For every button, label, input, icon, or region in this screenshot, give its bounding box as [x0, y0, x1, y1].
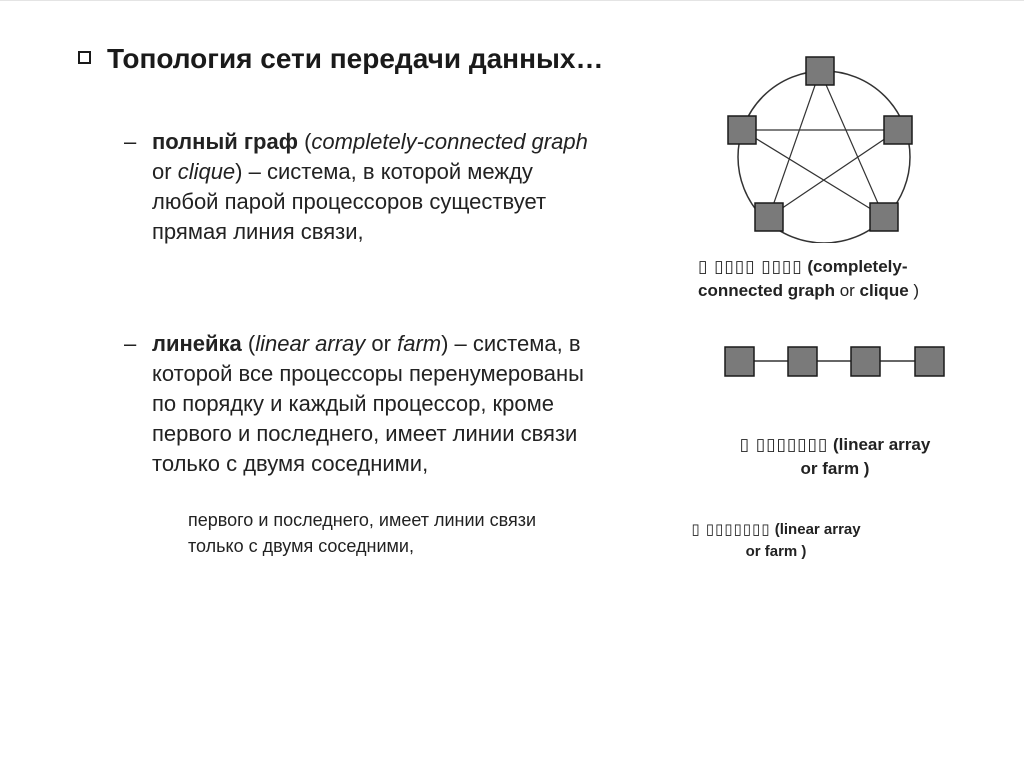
- edge: [769, 71, 820, 217]
- graph-edges: [742, 71, 898, 217]
- missing-glyph-boxes: ▯ ▯▯▯▯▯▯▯: [739, 435, 829, 454]
- line-text: ) – система, в: [441, 331, 581, 356]
- line-text: ) – система, в которой между: [235, 159, 533, 184]
- term-complete-graph: полный граф: [152, 129, 298, 154]
- node: [788, 347, 817, 376]
- caption-text: ): [908, 281, 920, 300]
- missing-glyph-boxes: ▯ ▯▯▯▯▯▯▯: [691, 521, 771, 538]
- caption-text: or farm ): [800, 459, 870, 478]
- edge: [820, 71, 884, 217]
- caption-linear-array-ghost: [676, 519, 876, 563]
- caption-text: connected graph: [698, 281, 835, 300]
- or-word: or: [365, 331, 398, 356]
- ghost-text: [188, 507, 648, 559]
- line-text: только с двумя соседними,: [152, 451, 429, 476]
- node: [915, 347, 944, 376]
- line-text: любой парой процессоров существует: [152, 189, 547, 214]
- node: [725, 347, 754, 376]
- title-text: Топология сети передачи данных…: [107, 43, 604, 74]
- node: [806, 57, 834, 85]
- node: [884, 116, 912, 144]
- caption-complete-graph: [698, 255, 919, 303]
- line-text: первого и последнего, имеет линии связи: [152, 421, 578, 446]
- english-term-2: farm: [397, 331, 442, 356]
- dash-bullet: –: [124, 331, 137, 356]
- english-term: completely-connected graph: [311, 129, 588, 154]
- square-bullet-icon: [78, 51, 91, 64]
- node: [728, 116, 756, 144]
- term-linear: линейка: [152, 331, 242, 356]
- line-text: по порядку и каждый процессор, кроме: [152, 391, 555, 416]
- paren-open: (: [241, 331, 256, 356]
- caption-text: (completely-: [802, 257, 908, 276]
- paren-open: (: [297, 129, 312, 154]
- caption-text: clique: [859, 281, 909, 300]
- caption-text: or farm ): [745, 543, 807, 560]
- english-term-2: clique: [177, 159, 236, 184]
- ghost-line: первого и последнего, имеет линии связи: [188, 510, 537, 530]
- caption-linear-array: [720, 433, 950, 481]
- caption-text: or: [834, 281, 860, 300]
- ghost-line: только с двумя соседними,: [188, 536, 414, 556]
- complete-graph-diagram: [718, 53, 938, 243]
- caption-text: (linear array: [770, 521, 861, 538]
- dash-bullet: –: [124, 129, 137, 154]
- line-text: которой все процессоры перенумерованы: [152, 361, 584, 386]
- node: [755, 203, 783, 231]
- missing-glyph-boxes: ▯ ▯▯▯▯ ▯▯▯▯: [698, 257, 803, 276]
- node: [870, 203, 898, 231]
- slide-title: [78, 43, 603, 75]
- line-text: прямая линия связи,: [152, 219, 364, 244]
- english-term: linear array: [255, 331, 366, 356]
- or-word: or: [152, 159, 178, 184]
- caption-text: (linear array: [828, 435, 931, 454]
- node: [851, 347, 880, 376]
- linear-array-diagram: [722, 343, 952, 383]
- graph-nodes: [728, 57, 912, 231]
